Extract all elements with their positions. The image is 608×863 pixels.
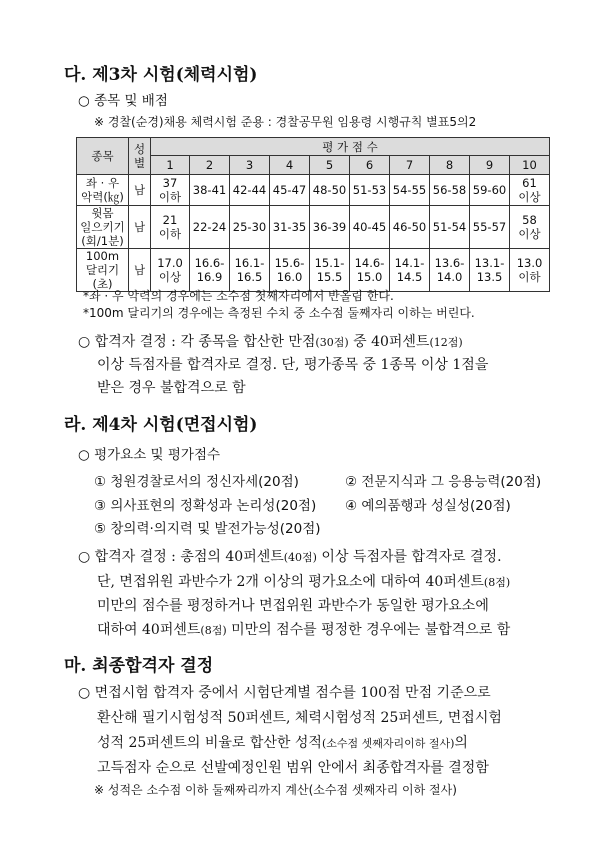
score-cell: 21 이하 xyxy=(151,206,190,249)
final-line1: ○ 면접시험 합격자 중에서 시험단계별 점수를 100점 만점 기준으로 xyxy=(78,685,491,701)
fitness-score-table xyxy=(76,137,550,292)
event-name-cell: 좌 · 우 악력(㎏) xyxy=(77,175,129,206)
pass-sub: (40점) xyxy=(283,551,317,564)
sex-cell: 남 xyxy=(129,175,151,206)
note-grip: *좌 · 우 악력의 경우에는 소수점 첫째자리에서 반올림 한다. xyxy=(83,289,394,303)
section-c-pass-line2: 이상 득점자를 합격자로 결정. 단, 평가종목 중 1종목 이상 1점을 xyxy=(97,357,489,373)
score-cell: 42-44 xyxy=(230,175,270,206)
score-cell: 36-39 xyxy=(310,206,350,249)
score-cell: 54-55 xyxy=(390,175,430,206)
eval-item-3: ③ 의사표현의 정확성과 논리성(20점) xyxy=(94,498,317,514)
score-cell: 48-50 xyxy=(310,175,350,206)
pass-text: ○ 합격자 결정 : 각 종목을 합산한 만점 xyxy=(78,334,316,350)
sex-cell: 남 xyxy=(129,206,151,249)
pass-text: 중 40퍼센트 xyxy=(348,334,430,350)
final-text: 의 xyxy=(454,735,468,751)
eval-item-2: ② 전문지식과 그 응용능력(20점) xyxy=(345,474,542,490)
score-cell: 14.6- 15.0 xyxy=(350,249,390,292)
score-cell: 38-41 xyxy=(190,175,230,206)
score-level-header: 10 xyxy=(510,156,550,175)
score-level-header: 5 xyxy=(310,156,350,175)
eval-item-4: ④ 예의품행과 성실성(20점) xyxy=(345,498,511,514)
final-sub: (소수점 셋째자리이하 절사) xyxy=(321,737,455,750)
section-c-pass-line3: 받은 경우 불합격으로 함 xyxy=(97,380,246,396)
score-level-header: 9 xyxy=(470,156,510,175)
score-cell: 13.6- 14.0 xyxy=(430,249,470,292)
final-line3 xyxy=(97,732,468,752)
score-cell: 51-54 xyxy=(430,206,470,249)
score-cell: 13.1- 13.5 xyxy=(470,249,510,292)
pass-text: 단, 면접위원 과반수가 2개 이상의 평가요소에 대하여 40퍼센트 xyxy=(97,574,484,590)
pass-text: ○ 합격자 결정 : 총점의 40퍼센트 xyxy=(78,549,284,565)
score-cell: 51-53 xyxy=(350,175,390,206)
eval-item-5: ⑤ 창의력·의지력 및 발전가능성(20점) xyxy=(94,521,321,537)
score-level-header: 7 xyxy=(390,156,430,175)
section-d-bullet: ○ 평가요소 및 평가점수 xyxy=(78,447,221,463)
pass-text: 미만의 점수를 평정한 경우에는 불합격으로 함 xyxy=(226,622,511,638)
pass-sub: (8점) xyxy=(483,576,511,589)
pass-text: 이상 득점자를 합격자로 결정. xyxy=(316,549,502,565)
pass-sub: (8점) xyxy=(200,624,227,637)
score-cell: 15.6- 16.0 xyxy=(270,249,310,292)
score-cell: 46-50 xyxy=(390,206,430,249)
pass-sub: (30점) xyxy=(315,336,349,349)
event-name-cell: 100m 달리기(초) xyxy=(77,249,129,292)
section-d-heading: 라. 제4차 시험(면접시험) xyxy=(64,415,258,435)
section-c-heading: 다. 제3차 시험(체력시험) xyxy=(64,65,258,85)
score-cell: 22-24 xyxy=(190,206,230,249)
final-note: ※ 성적은 소수점 이하 둘째짜리까지 계산(소수점 셋째자리 이하 절사) xyxy=(94,783,457,797)
score-cell: 13.0 이하 xyxy=(510,249,550,292)
score-cell: 45-47 xyxy=(270,175,310,206)
section-d-pass-line2 xyxy=(97,571,510,591)
eval-item-1: ① 청원경찰로서의 정신자세(20점) xyxy=(94,474,299,490)
score-level-header: 8 xyxy=(430,156,470,175)
section-d-pass-line1 xyxy=(78,546,502,566)
score-cell: 40-45 xyxy=(350,206,390,249)
sex-cell: 남 xyxy=(129,249,151,292)
score-level-header: 3 xyxy=(230,156,270,175)
score-cell: 61 이상 xyxy=(510,175,550,206)
pass-text: 대하여 40퍼센트 xyxy=(97,622,201,638)
header-event: 종목 xyxy=(77,138,129,175)
section-d-pass-line3: 미만의 점수를 평정하거나 면접위원 과반수가 동일한 평가요소에 xyxy=(97,598,489,614)
score-level-header: 4 xyxy=(270,156,310,175)
score-level-header: 6 xyxy=(350,156,390,175)
score-cell: 14.1- 14.5 xyxy=(390,249,430,292)
score-cell: 59-60 xyxy=(470,175,510,206)
score-cell: 25-30 xyxy=(230,206,270,249)
score-cell: 55-57 xyxy=(470,206,510,249)
score-cell: 15.1- 15.5 xyxy=(310,249,350,292)
final-line4: 고득점자 순으로 선발예정인원 범위 안에서 최종합격자를 결정함 xyxy=(97,760,489,776)
final-text: 성적 25퍼센트의 비율로 합산한 성적 xyxy=(97,735,322,751)
score-cell: 37 이하 xyxy=(151,175,190,206)
score-level-header: 2 xyxy=(190,156,230,175)
pass-sub: (12점) xyxy=(429,336,463,349)
score-cell: 31-35 xyxy=(270,206,310,249)
section-c-bullet: ○ 종목 및 배점 xyxy=(78,93,168,109)
section-d-pass-line4 xyxy=(97,619,510,639)
note-run: *100m 달리기의 경우에는 측정된 수치 중 소수점 둘째자리 이하는 버린다. xyxy=(83,306,475,320)
score-cell: 17.0 이상 xyxy=(151,249,190,292)
final-line2: 환산해 필기시험성적 50퍼센트, 체력시험성적 25퍼센트, 면접시험 xyxy=(97,710,502,726)
score-cell: 58 이상 xyxy=(510,206,550,249)
section-c-pass-line1 xyxy=(78,331,463,351)
section-e-heading: 마. 최종합격자 결정 xyxy=(64,656,214,676)
score-cell: 56-58 xyxy=(430,175,470,206)
score-cell: 16.1- 16.5 xyxy=(230,249,270,292)
reference-note: ※ 경찰(순경)채용 체력시험 준용 : 경찰공무원 임용령 시행규칙 별표5의2 xyxy=(94,115,477,129)
header-sex: 성별 xyxy=(129,138,151,175)
score-level-header: 1 xyxy=(151,156,190,175)
score-cell: 16.6- 16.9 xyxy=(190,249,230,292)
header-score: 평 가 점 수 xyxy=(151,138,550,156)
event-name-cell: 윗몸 일으키기 (회/1분) xyxy=(77,206,129,249)
